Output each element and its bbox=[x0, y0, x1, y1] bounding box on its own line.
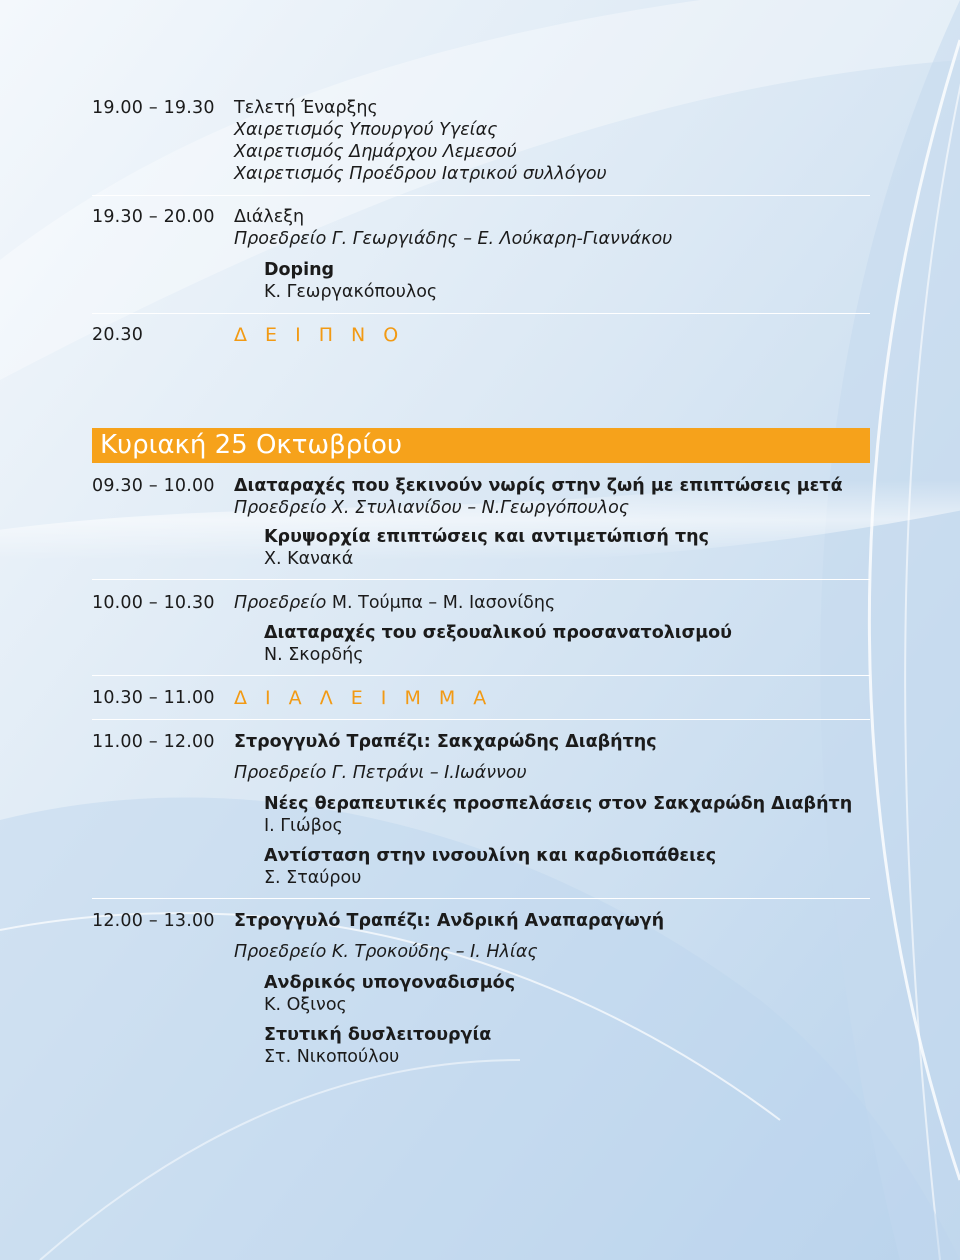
session-title: Διαταραχές που ξεκινούν νωρίς στην ζωή με επιπτώσεις μετά bbox=[234, 476, 843, 496]
talk-title: Ανδρικός υπογοναδισμός bbox=[264, 973, 516, 993]
chair-label: Προεδρείο bbox=[234, 593, 327, 613]
session-time: 12.00 – 13.00 bbox=[92, 911, 215, 931]
chair-text: Προεδρείο Κ. Τροκούδης – Ι. Ηλίας bbox=[234, 942, 538, 962]
talk-title: Αντίσταση στην ινσουλίνη και καρδιοπάθειες bbox=[264, 846, 717, 866]
talk-title: Στυτική δυσλειτουργία bbox=[264, 1025, 492, 1045]
chair-line bbox=[234, 592, 555, 614]
session-title: Δ Ι Α Λ Ε Ι Μ Μ Α bbox=[234, 687, 493, 709]
greeting-text: Χαιρετισμός Υπουργού Υγείας bbox=[234, 120, 498, 140]
chair-names: Μ. Τούμπα – Μ. Ιασονίδης bbox=[326, 593, 556, 613]
talk-speaker: Χ. Κανακά bbox=[264, 549, 354, 569]
divider bbox=[92, 195, 870, 196]
talk-speaker: Σ. Σταύρου bbox=[264, 868, 362, 888]
divider bbox=[92, 313, 870, 314]
divider bbox=[92, 719, 870, 720]
divider bbox=[92, 579, 870, 580]
day-heading: Κυριακή 25 Οκτωβρίου bbox=[92, 428, 870, 463]
talk-title: Doping bbox=[264, 260, 335, 280]
session-title: Στρογγυλό Τραπέζι: Ανδρική Αναπαραγωγή bbox=[234, 911, 665, 931]
talk-title: Κρυψορχία επιπτώσεις και αντιμετώπισή της bbox=[264, 527, 709, 547]
session-time: 10.30 – 11.00 bbox=[92, 688, 215, 708]
session-time: 10.00 – 10.30 bbox=[92, 593, 215, 613]
divider bbox=[92, 675, 870, 676]
session-time: 19.30 – 20.00 bbox=[92, 207, 215, 227]
session-title: Στρογγυλό Τραπέζι: Σακχαρώδης Διαβήτης bbox=[234, 732, 657, 752]
session-title: Διάλεξη bbox=[234, 207, 305, 227]
talk-speaker: Στ. Νικοπούλου bbox=[264, 1047, 400, 1067]
session-title: Δ Ε Ι Π Ν Ο bbox=[234, 324, 405, 346]
session-time: 11.00 – 12.00 bbox=[92, 732, 215, 752]
talk-speaker: Κ. Οξινος bbox=[264, 995, 347, 1015]
talk-speaker: Ν. Σκορδής bbox=[264, 645, 364, 665]
session-time: 20.30 bbox=[92, 325, 144, 345]
greeting-text: Χαιρετισμός Προέδρου Ιατρικού συλλόγου bbox=[234, 164, 607, 184]
talk-title: Διαταραχές του σεξουαλικού προσανατολισμού bbox=[264, 623, 732, 643]
talk-title: Νέες θεραπευτικές προσπελάσεις στον Σακχαρώδη Διαβήτη bbox=[264, 794, 853, 814]
chair-text: Προεδρείο Γ. Γεωργιάδης – Ε. Λούκαρη-Γιαννάκου bbox=[234, 229, 673, 249]
talk-speaker: Ι. Γιώβος bbox=[264, 816, 343, 836]
chair-text: Προεδρείο Γ. Πετράνι – Ι.Ιωάννου bbox=[234, 763, 527, 783]
session-time: 19.00 – 19.30 bbox=[92, 98, 215, 118]
divider bbox=[92, 898, 870, 899]
session-time: 09.30 – 10.00 bbox=[92, 476, 215, 496]
greeting-text: Χαιρετισμός Δημάρχου Λεμεσού bbox=[234, 142, 517, 162]
chair-text: Προεδρείο Χ. Στυλιανίδου – Ν.Γεωργόπουλος bbox=[234, 498, 630, 518]
session-title: Τελετή Έναρξης bbox=[234, 98, 378, 118]
talk-speaker: Κ. Γεωργακόπουλος bbox=[264, 282, 438, 302]
